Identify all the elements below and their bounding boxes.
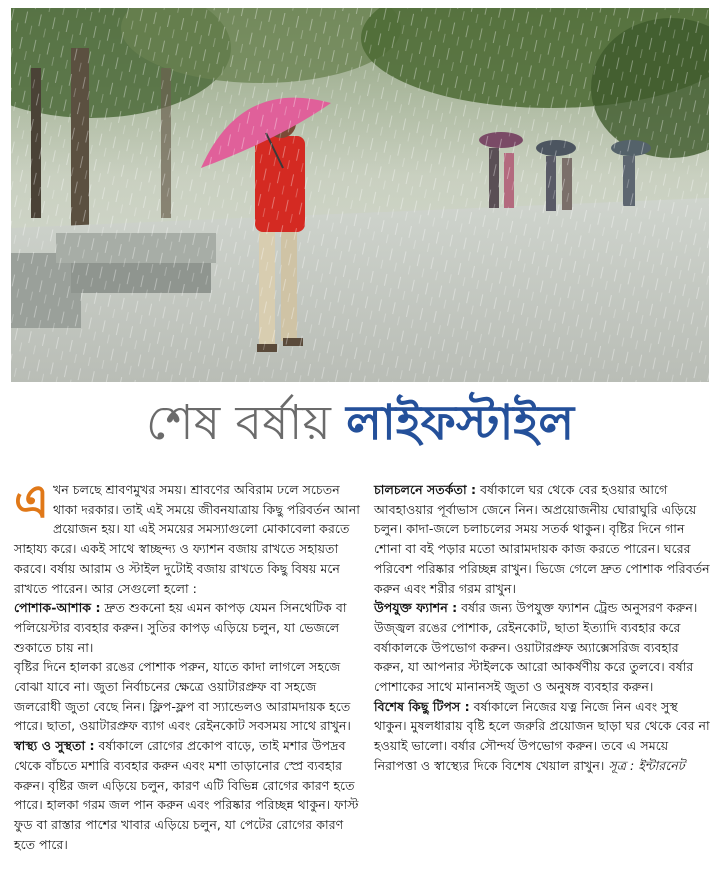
article-headline	[0, 392, 720, 454]
rain-scene-illustration	[11, 8, 709, 382]
section-text: বর্ষাকালে রোগের প্রকোপ বাড়ে, তাই মশার উপদ্রব থেকে বাঁচতে মশারি ব্যবহার করুন এবং মশা তাড়ানোর স্প্রে ব্যবহার করুন। বৃষ্টির জল এড়িয়ে চলুন, কারণ এটি বিভিন্ন রোগের কারণ হতে পারে। হালকা গরম জল পান করুন এবং পরিষ্কার পরিচ্ছন্ন থাকুন। ফাস্ট ফুড বা রাস্তার পাশের খাবার এড়িয়ে চলুন, যা পেটের রোগের কারণ হতে পারে।	[14, 738, 359, 852]
section-fashion	[374, 598, 712, 697]
section-text: বর্ষাকালে নিজের যত্ন নিজে নিন এবং সুস্থ থাকুন। মুষলধারায় বৃষ্টি হলে জরুরি প্রয়োজন ছাড়া ঘর থেকে বের না হওয়াই ভালো। বর্ষার সৌন্দর্য উপভোগ করুন। তবে এ সময়ে নিরাপত্তা ও স্বাস্থ্যের দিকে বিশেষ খেয়াল রাখুন।	[374, 698, 710, 773]
rain-scene-photo	[11, 8, 709, 382]
clothing-paragraph-2: বৃষ্টির দিনে হালকা রঙের পোশাক পরুন, যাতে কাদা লাগলে সহজে বোঝা যাবে না। জুতা নির্বাচনের ক্ষেত্রে ওয়াটারপ্রুফ বা সহজে জলরোধী জুতা বেছে নিন। ফ্লিপ-ফ্লপ বা স্যান্ডেলও আরামদায়ক হতে পারে। ছাতা, ওয়াটারপ্রুফ ব্যাগ এবং রেইনকোট সবসময় সাথে রাখুন।	[14, 659, 351, 734]
section-tips	[374, 697, 712, 776]
intro-text: খন চলছে শ্রাবণমুখর সময়। শ্রাবণের অবিরাম ঢলে সচেতন থাকা দরকার। তাই এই সময়ে জীবনযাত্রায় কিছু পরিবর্তন আনা প্রয়োজন হয়। যা এই সময়ের সমস্যাগুলো মোকাবেলা করতে সাহায্য করে। একই সাথে স্বাচ্ছন্দ্য ও ফ্যাশন বজায় রাখতে সহায়তা করবে। বর্ষায় আরাম ও স্টাইল দুটোই বজায় রাখতে কিছু বিষয় মনে রাখতে পারেন। আর সেগুলো হলো :	[14, 482, 360, 596]
section-text: দ্রুত শুকনো হয় এমন কাপড় যেমন সিনথেটিক বা পলিয়েস্টার ব্যবহার করুন। সুতির কাপড় এড়িয়ে চলুন, যা ভেজলে শুকাতে চায় না।	[14, 600, 347, 655]
section-clothing	[14, 598, 360, 657]
section-heading: চালচলনে সতর্কতা :	[374, 482, 477, 497]
section-movement	[374, 480, 712, 598]
source-credit: সূত্র : ইন্টারনেট	[608, 757, 685, 773]
section-text: বর্ষাকালে ঘর থেকে বের হওয়ার আগে আবহাওয়ার পূর্বাভাস জেনে নিন। অপ্রয়োজনীয় ঘোরাঘুরি এড়িয়ে চলুন। কাদা-জলে চলাচলের সময় সতর্ক থাকুন। বৃষ্টির দিনে গান শোনা বা বই পড়ার মতো আরামদায়ক কাজ করতে পারেন। ঘরের পরিবেশ পরিষ্কার পরিচ্ছন্ন রাখুন। ভিজে গেলে দ্রুত পোশাক পরিবর্তন করুন এবং শরীর গরম রাখুন।	[374, 482, 710, 596]
intro-paragraph	[14, 474, 360, 598]
section-text: বর্ষার জন্য উপযুক্ত ফ্যাশন ট্রেন্ড অনুসরণ করুন। উজ্জ্বল রঙের পোশাক, রেইনকোট, ছাতা ইত্যাদি ব্যবহার করে বর্ষাকালকে উপভোগ করুন। ওয়াটারপ্রুফ অ্যাক্সেসরিজ ব্যবহার করুন, যা আপনার স্টাইলকে আরো আকর্ষণীয় করে তুলবে। বর্ষার পোশাকের সাথে মানানসই জুতা ও অনুষঙ্গ ব্যবহার করুন।	[374, 600, 698, 695]
article-column-right	[374, 480, 712, 776]
dropcap-letter: এ	[14, 474, 49, 528]
section-heading: পোশাক-আশাক :	[14, 600, 101, 616]
headline-part2: লাইফস্টাইল	[346, 395, 575, 451]
section-heading: উপযুক্ত ফ্যাশন :	[374, 600, 458, 616]
headline-part1: শেষ বর্ষায়	[145, 395, 331, 451]
section-heading: স্বাস্থ্য ও সুস্থতা :	[14, 738, 95, 754]
section-heading: বিশেষ কিছু টিপস :	[374, 698, 470, 714]
section-health	[14, 736, 360, 854]
article-column-left	[14, 474, 360, 854]
